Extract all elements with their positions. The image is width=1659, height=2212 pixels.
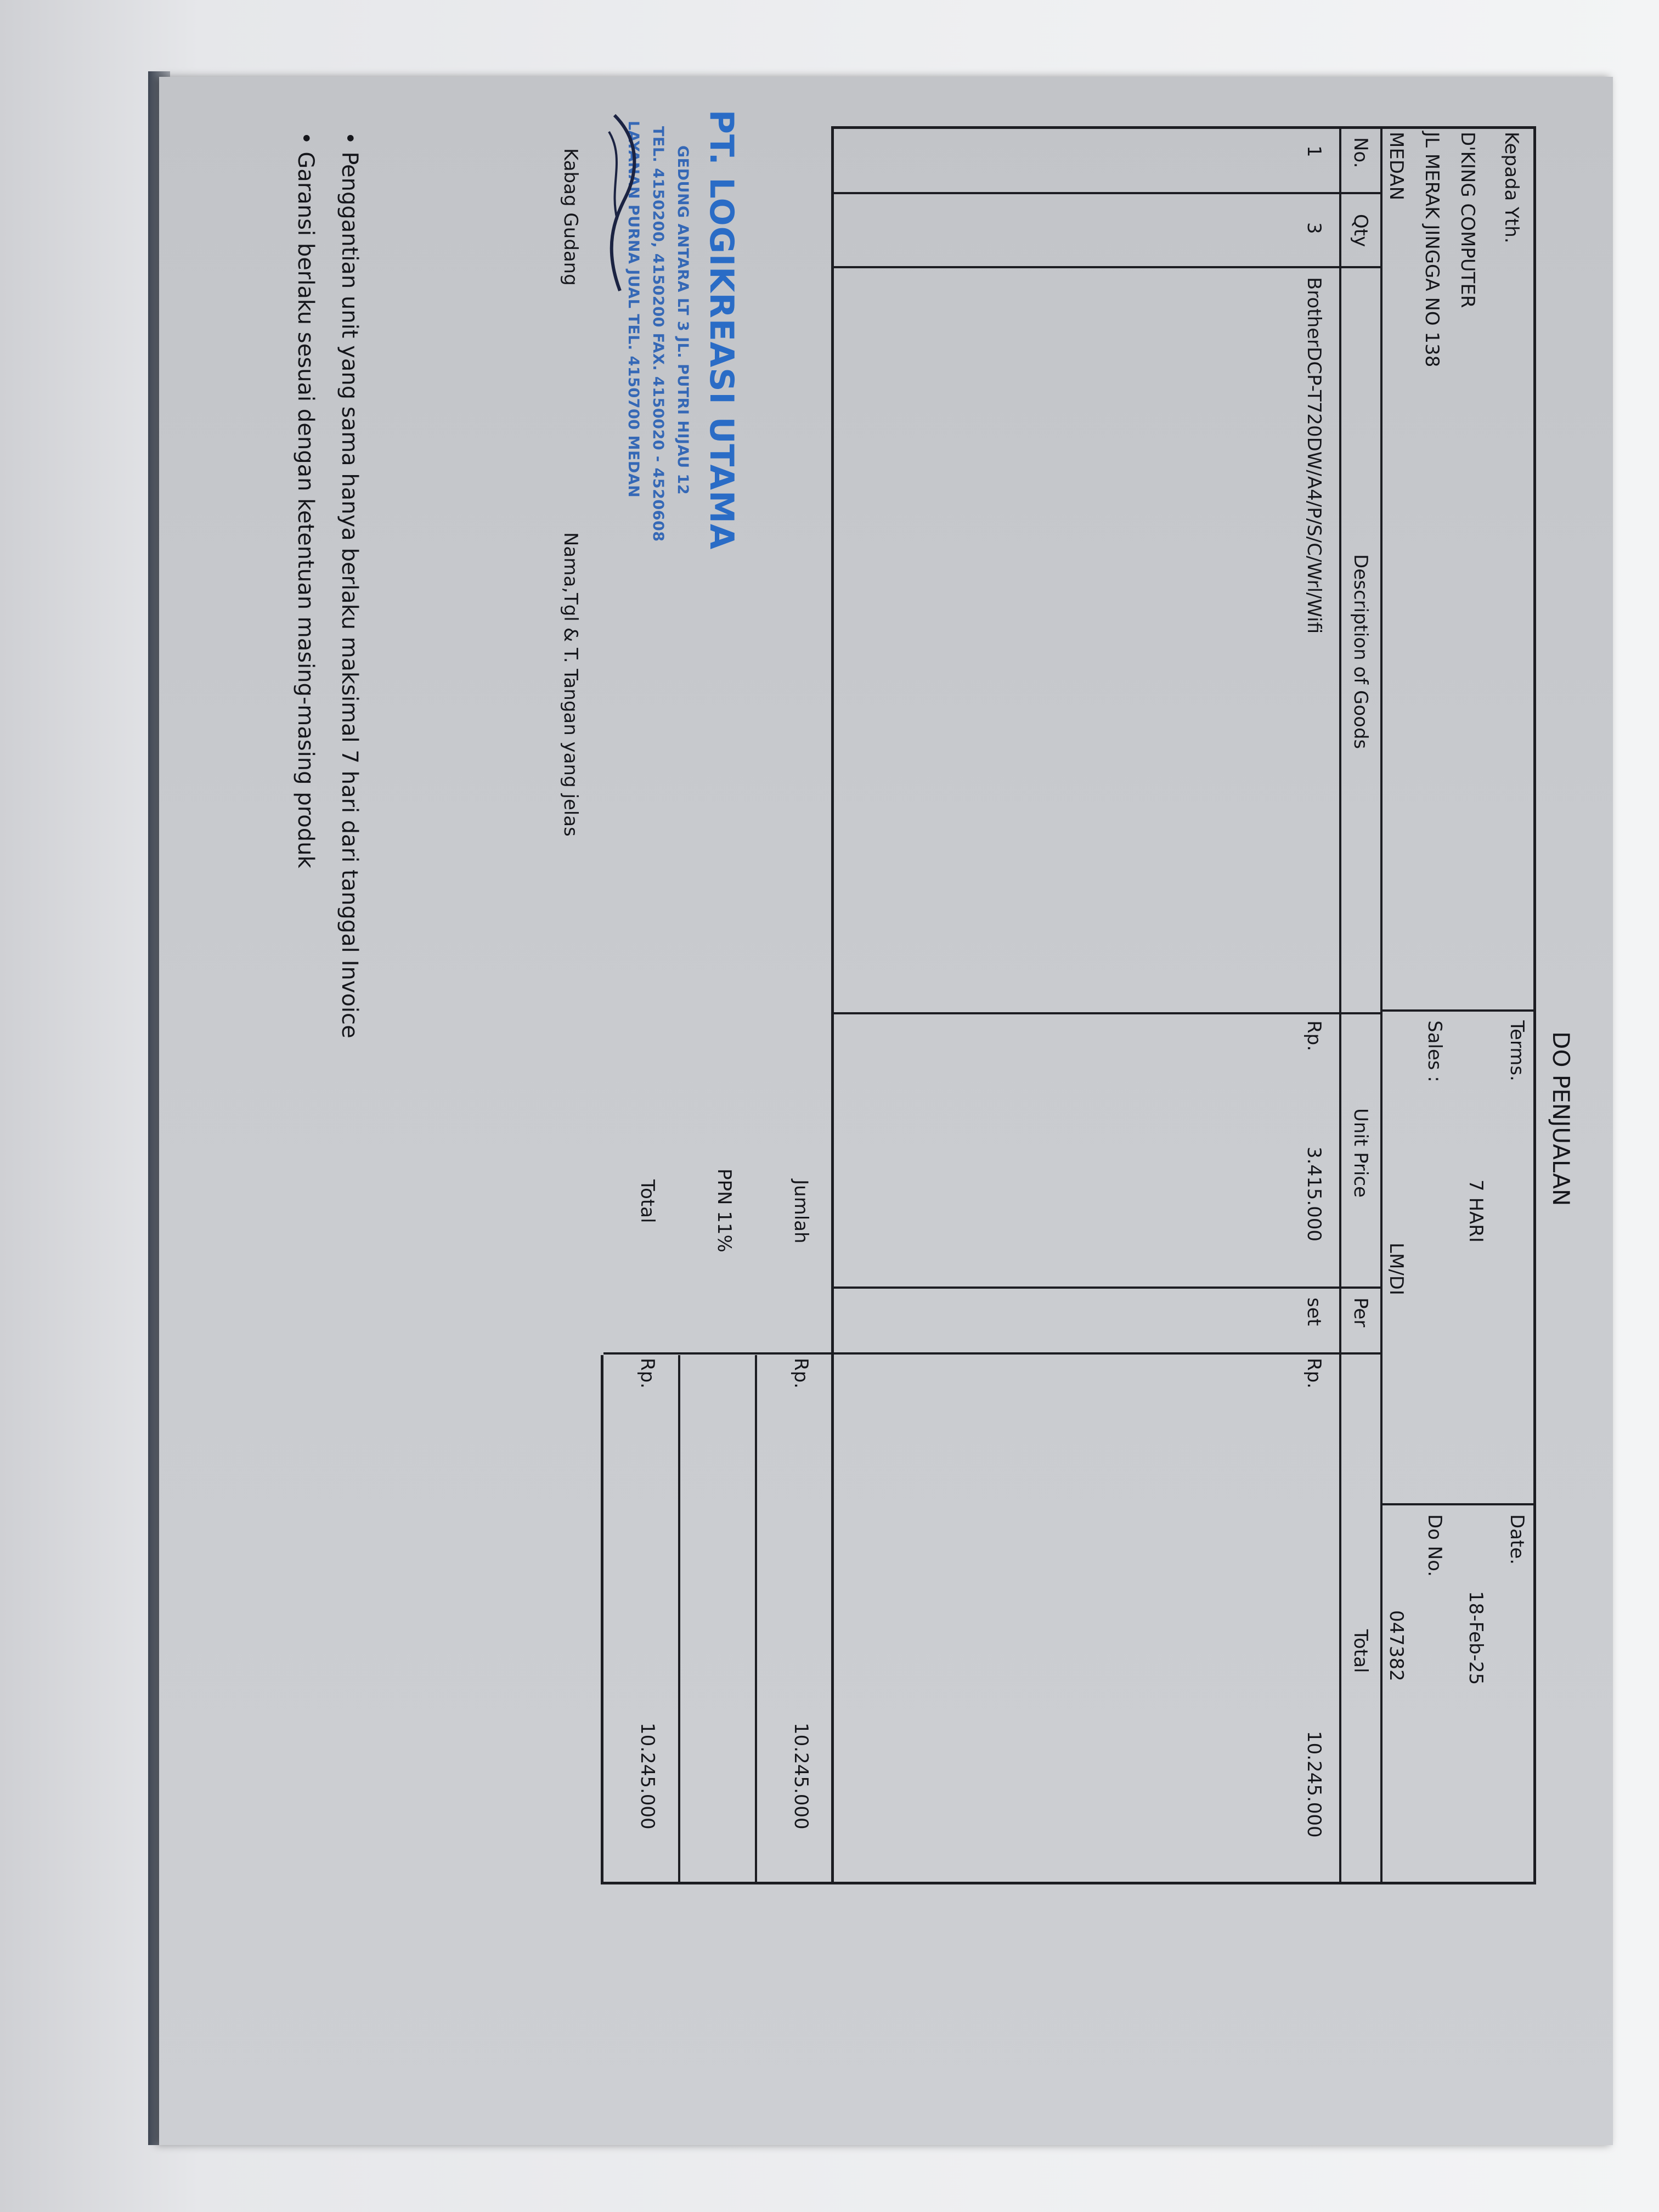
sales-label: Sales : [1424,1020,1446,1082]
col-header-no: No. [1350,137,1372,168]
jumlah-label: Jumlah [790,1180,812,1244]
do-no-value: 047382 [1385,1610,1407,1681]
note-text: Penggantian unit yang sama hanya berlaku maksimal 7 hari dari tanggal Invoice [337,151,362,1039]
col-header-description: Description of Goods [1350,554,1372,749]
terms-value: 7 HARI [1465,1180,1487,1243]
total-label: Total [636,1180,658,1223]
recipient-label: Kepada Yth. [1500,132,1522,244]
recipient-name: D'KING COMPUTER [1457,132,1479,308]
note-text: Garansi berlaku sesuai dengan ketentuan masing-masing produk [293,151,318,868]
do-no-label: Do No. [1424,1514,1446,1577]
jumlah-value: 10.245.000 [790,1723,812,1830]
col-header-total: Total [1350,1629,1372,1673]
terms-label: Terms. [1506,1020,1528,1081]
sales-value: LM/DI [1385,1243,1407,1295]
delivery-order-document [159,77,1613,2145]
signature-scribble [598,110,647,296]
recipient-city: MEDAN [1385,132,1407,201]
date-label: Date. [1506,1514,1528,1565]
row-description: BrotherDCP-T720DW/A4/P/S/C/Wrl/Wifi [1303,277,1325,634]
col-header-per: Per [1350,1297,1372,1328]
row-currency: Rp. [1303,1020,1325,1052]
stamp-company-name: PT. LOGIKREASI UTAMA [702,110,741,550]
date-value: 18-Feb-25 [1465,1591,1487,1685]
ppn-label: PPN 11% [713,1169,735,1252]
stamp-address-line2: TEL. 4150200, 4150200 FAX. 4150020 - 4520608 [650,126,667,542]
note-item: • Garansi berlaku sesuai dengan ketentuan masing-masing produk [293,132,318,868]
row-per: set [1303,1297,1325,1326]
document-title: DO PENJUALAN [1548,1031,1575,1206]
kabag-gudang-label: Kabag Gudang [560,148,582,286]
col-header-qty: Qty [1350,214,1372,247]
row-qty: 3 [1303,222,1325,234]
stamp-address-line3: LAYANAN PURNA JUAL TEL. 4150700 MEDAN [625,121,642,498]
row-no: 1 [1303,145,1325,157]
total-currency: Rp. [636,1358,658,1389]
jumlah-currency: Rp. [790,1358,812,1389]
stamp-address-line1: GEDUNG ANTARA LT 3 JL. PUTRI HIJAU 12 [674,145,691,495]
note-item: • Penggantian unit yang sama hanya berlaku maksimal 7 hari dari tanggal Invoice [337,132,362,1039]
row-total-currency: Rp. [1303,1358,1325,1389]
col-header-unit-price: Unit Price [1350,1108,1372,1198]
total-value: 10.245.000 [636,1723,658,1830]
signature-instruction-label: Nama,Tgl & T. Tangan yang jelas [560,532,582,837]
row-unit-price: 3.415.000 [1303,1147,1325,1242]
recipient-address: JL MERAK JINGGA NO 138 [1421,132,1443,368]
row-total: 10.245.000 [1303,1731,1325,1838]
